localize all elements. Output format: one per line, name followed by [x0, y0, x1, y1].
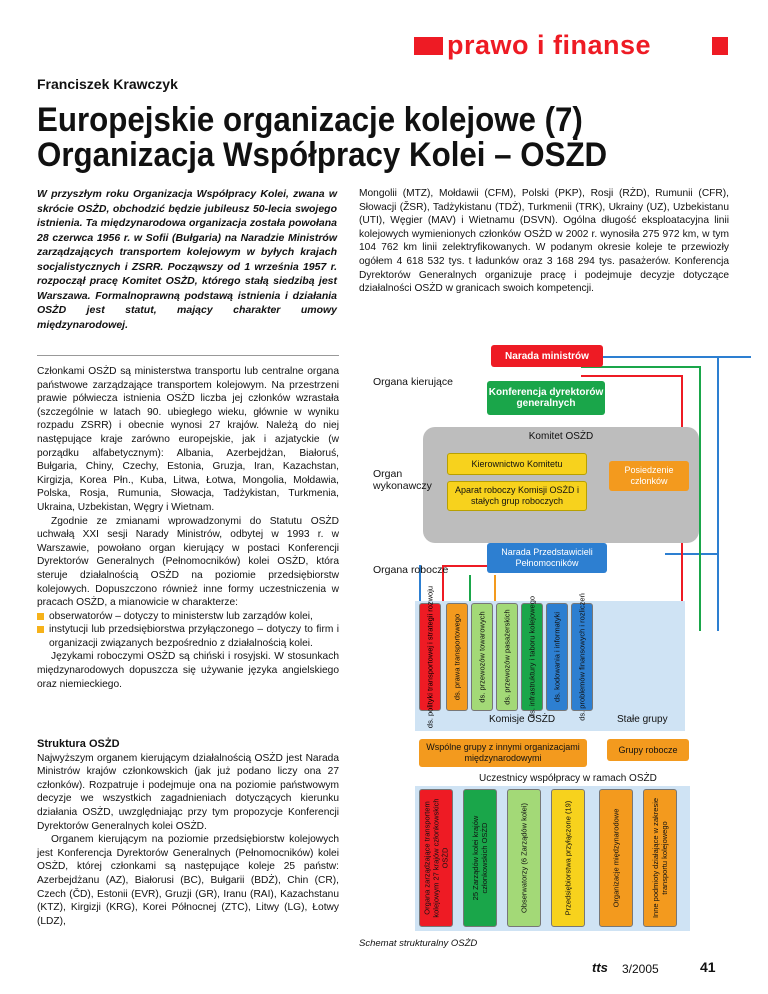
bullet-item: instytucji lub przedsiębiorstwa przyłączonego – dotyczy to firm i organizacji związanych bezpośrednio z działalnością kolei. [37, 623, 339, 650]
komisja-bar: ds. problemów finansowych i rozliczeń [571, 603, 593, 711]
structure-diagram [359, 343, 729, 933]
stale-grupy-label: Stałe grupy [617, 714, 668, 725]
article-title [37, 103, 681, 173]
komisja-bar: ds. infrastruktury i taboru kolejowego [521, 603, 543, 711]
paragraph: Mongolii (MTZ), Mołdawii (CFM), Polski (PKP), Rosji (RŻD), Rumunii (CFR), Słowacji (ŽSR), Tadżykistanu (TDŻ), Turkmenii (TRK), Ukrainy (UZ), Uzbekistanu (UTI), Węgier (MAV) i Wietnamu (DSVN). Ogólna długość eksploatacyjna linii kolejowych wymienionych członków OSŻD w 2002 r. wynosiła 275 972 km, w tym 104 762 km linii zelektryfikowanych. W podanym okresie koleje te przewiozły ogółem 4 618 532 tys. t ładunków oraz 3 168 294 tys. pasażerów. Konferencja Dyrektorów Generalnych organizuje pracę i podejmuje decyzje dotyczące działalności OSŻD w granicach swoich kompetencji. [359, 188, 729, 295]
connector-line [494, 575, 496, 603]
uczestnik-bar: Organizacje międzynarodowe [599, 789, 633, 927]
connector-line [581, 356, 751, 358]
komisja-bar: ds. przewozów pasażerskich [496, 603, 518, 711]
uczestnik-bar: 25 Zarządów kolei krajów członkowskich OSŻD [463, 789, 497, 927]
komisja-bar: ds. kodowania i informatyki [546, 603, 568, 711]
paragraph: Zgodnie ze zmianami wprowadzonymi do Statutu OSŻD uchwałą XXI sesji Narady Ministrów, odbytej w 1993 r. w Warszawie, powołano organ kierujący w postaci Konferencji Dyrektorów Generalnych (Pełnomocników) kolei OSŻD, która steruje działalnością OSŻD na poziomie przedsiębiorstw kolejowych. Dopuszczono również inne formy uczestniczenia w pracach OSŻD, a mianowicie w charakterze: [37, 515, 339, 609]
divider [37, 355, 339, 356]
author: Franciszek Krawczyk [37, 76, 178, 92]
komisja-bar: ds. polityki transportowej i strategii rozwoju [419, 603, 441, 711]
bullet-item: obserwatorów – dotyczy to ministerstw lub zarządów kolei, [37, 610, 339, 624]
posiedzenie-box: Posiedzenie członków [609, 461, 689, 491]
konferencja-box: Konferencja dyrektorów generalnych [487, 381, 605, 415]
tts-logo: tts [592, 960, 608, 975]
uczestnik-bar: Inne podmioty działające w zakresie transportu kolejowego [643, 789, 677, 927]
title-line-2: Organizacja Współpracy Kolei – OSŻD [37, 136, 608, 174]
organa-robocze-label: Organa robocze [373, 564, 449, 576]
connector-line [665, 553, 718, 555]
column-1-bottom [37, 738, 339, 928]
connector-line [469, 575, 471, 603]
uczestnik-bar: Przedsiębiorstwa przyłączone (19) [551, 789, 585, 927]
bullet-square-icon [37, 613, 44, 620]
kierownictwo-box: Kierownictwo Komitetu [447, 453, 587, 475]
connector-line [717, 356, 719, 631]
bullet-square-icon [37, 626, 44, 633]
subheading: Struktura OSŻD [37, 738, 120, 750]
paragraph: Językami roboczymi OSŻD są chiński i rosyjski. W stosunkach międzynarodowych dopuszcza się używanie języka angielskiego oraz niemieckiego. [37, 651, 339, 690]
connector-line [581, 375, 681, 377]
komitet-label: Komitet OSŻD [528, 431, 594, 442]
column-2 [359, 187, 729, 296]
diagram-caption: Schemat strukturalny OSŻD [359, 938, 478, 949]
uczestnik-bar: Obserwatorzy (6 Zarządów kolei) [507, 789, 541, 927]
lead-paragraph: W przyszłym roku Organizacja Współpracy Kolei, zwana w skrócie OSŻD, obchodzić będzie jubileusz 50-lecia swojego istnienia. Ta międzynarodowa organizacja została powołana 28 czerwca 1956 r. w Sofii (Bułgaria) na Naradzie Ministrów zarządzających transportem kolejowym w byłych krajach socjalistycznych i ZSRR. Począwszy od 1 września 1957 r. rozpoczął pracę Komitet OSŻD, którego stałą siedzibą jest Warszawa. Formalnoprawną podstawą istnienia i działania OSŻD jest statut, mający charakter umowy międzynarodowej. [37, 188, 337, 331]
paragraph: Najwyższym organem kierującym działalnością OSŻD jest Narada Ministrów krajów członkowskich (jak już podano liczy ona 27 członków). Rozpatruje i podejmuje ona na poziomie państwowym decyzje we wszystkich zagadnieniach dotyczących kierunku działania OSŻD, uwzględniając przy tym propozycje Konferencji Dyrektorów Generalnych kolei OSŻD. [37, 752, 339, 832]
komisja-bar: ds. prawa transportowego [446, 603, 468, 711]
komisja-bar: ds. przewozów towarowych [471, 603, 493, 711]
column-1-top [37, 365, 339, 691]
organ-wykonawczy-label: Organ wykonawczy [373, 468, 432, 492]
issue-number: 3/2005 [622, 962, 659, 976]
header-red-bar-right [712, 37, 728, 55]
title-line-1: Europejskie organizacje kolejowe (7) [37, 101, 583, 139]
header-red-bar [414, 37, 443, 55]
narada-przedstawicieli-box: Narada Przedstawicieli Pełnomocników [487, 543, 607, 573]
organa-kierujace-label: Organa kierujące [373, 376, 453, 388]
komisje-osd-label: Komisje OSŻD [489, 714, 556, 725]
wspolne-grupy-box: Wspólne grupy z innymi organizacjami międzynarodowymi [419, 739, 587, 767]
uczestnik-bar: Organa zarządzające transportem kolejowym 27 krajów członkowskich OSŻD [419, 789, 453, 927]
paragraph: Organem kierującym na poziomie przedsiębiorstw kolejowych jest Konferencja Dyrektorów Generalnych (Pełnomocników) kolei OSŻD, której członkami są następujące koleje 25 państw: Azerbejdżanu (AZ), Białorusi (BC), Bułgarii (BDŻ), Chin (CR), Czech (ČD), Estonii (EVR), Gruzji (GR), Iranu (RAI), Kazachstanu (KTZ), Kirgizji (KRG), Korei Północnej (ZTC), Litwy (LG), Łotwy (LDZ), [37, 834, 339, 927]
uczestnicy-title: Uczestnicy współpracy w ramach OSŻD [479, 773, 657, 784]
grupy-robocze-box: Grupy robocze [607, 739, 689, 761]
connector-line [699, 366, 701, 631]
section-title: prawo i finanse [447, 30, 652, 60]
page-number: 41 [700, 959, 716, 975]
aparat-box: Aparat roboczy Komisji OSŻD i stałych grup roboczych [447, 481, 587, 511]
paragraph: Członkami OSŻD są ministerstwa transportu lub centralne organa państwowe zarządzające transportem kolejowym. Na przestrzeni prawie półwiecza istnienia OSŻD liczba jej członków wzrastała (szczególnie w latach 90. ubiegłego wieku, głównie w wyniku rozpadu ZSRR) i obecnie wynosi 27 krajów. Należą do niej następujące kraje zarówno europejskie, jak i azjatyckie (w porządku alfabetycznym): Albania, Azerbejdżan, Białoruś, Bułgaria, Chiny, Czechy, Estonia, Gruzja, Iran, Kazachstan, Kirgizja, Korea Płn., Kuba, Litwa, Łotwa, Mongolia, Mołdawia, Polska, Rosja, Rumunia, Słowacja, Tadżykistan, Turkmenia, Ukraina, Uzbekistan, Węgry i Wietnam. [37, 366, 339, 513]
narada-ministrow-box: Narada ministrów [491, 345, 603, 367]
